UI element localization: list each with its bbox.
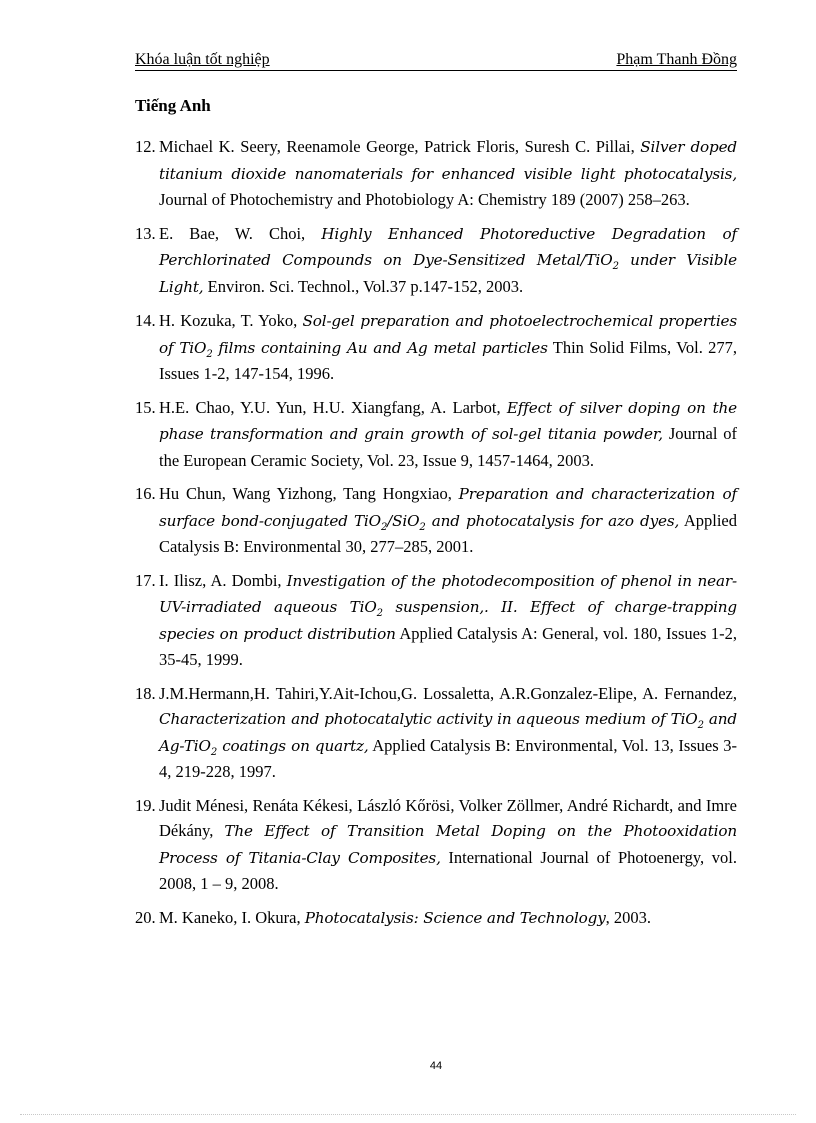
subscript: 2	[697, 720, 704, 732]
subscript: 2	[419, 521, 426, 533]
reference-item-20	[135, 905, 737, 932]
reference-authors: H.E. Chao, Y.U. Yun, H.U. Xiangfang, A. Larbot,	[159, 397, 501, 417]
reference-authors: Judit Ménesi, Renáta Kékesi, László Kőrösi, Volker Zöllmer, André Richardt, and Imre Dékány,	[159, 795, 737, 840]
reference-list	[135, 134, 737, 939]
title-part: Highly Enhanced Photoreductive Degradation of Perchlorinated Compounds on Dye-Sensitized Metal/TiO	[159, 224, 737, 269]
reference-body	[159, 568, 737, 673]
reference-body	[159, 681, 737, 785]
reference-body	[159, 905, 737, 932]
reference-body	[159, 395, 737, 474]
reference-authors: M. Kaneko, I. Okura,	[159, 907, 301, 927]
reference-body	[159, 134, 737, 213]
reference-item-12	[135, 134, 737, 213]
reference-source: Environ. Sci. Technol., Vol.37 p.147-152, 2003.	[207, 276, 524, 296]
title-part: and Ag-TiO	[159, 710, 737, 755]
reference-item-14	[135, 308, 737, 387]
page-header	[135, 50, 737, 71]
reference-number: 18.	[135, 683, 156, 703]
reference-source: Thin Solid Films, Vol. 277, Issues 1-2, 147-154, 1996.	[159, 337, 737, 383]
subscript: 2	[612, 261, 619, 273]
reference-item-19	[135, 793, 737, 897]
page-bottom-divider	[20, 1114, 796, 1115]
section-title: Tiếng Anh	[135, 96, 211, 115]
reference-title: Effect of silver doping on the phase transformation and grain growth of sol-gel titania powder,	[159, 398, 737, 443]
reference-authors: E. Bae, W. Choi,	[159, 223, 306, 243]
reference-authors: Michael K. Seery, Reenamole George, Patrick Floris, Suresh C. Pillai,	[159, 137, 635, 156]
header-left-title: Khóa luận tốt nghiệp	[135, 51, 270, 68]
title-part: films containing Au and Ag metal particles	[212, 338, 548, 357]
reference-authors: Hu Chun, Wang Yizhong, Tang Hongxiao,	[159, 484, 452, 503]
title-part: coatings on quartz,	[217, 736, 369, 755]
subscript: 2	[380, 521, 388, 533]
title-part: Preparation and characterization of surface bond-conjugated TiO	[159, 485, 737, 530]
reference-item-13	[135, 221, 737, 301]
reference-source: International Journal of Photoenergy, vol. 2008, 1 – 9, 2008.	[159, 847, 738, 893]
reference-number: 13.	[135, 223, 156, 243]
reference-title: Photocatalysis: Science and Technology	[304, 908, 606, 927]
reference-body	[159, 481, 737, 560]
title-part: /SiO	[387, 511, 420, 530]
reference-number: 15.	[135, 397, 156, 417]
subscript: 2	[376, 608, 383, 620]
reference-source: Applied Catalysis B: Environmental, Vol. 13, Issues 3-4, 219-228, 1997.	[159, 735, 737, 781]
reference-source: Journal of the European Ceramic Society, Vol. 23, Issue 9, 1457-1464, 2003.	[159, 424, 738, 470]
reference-item-15	[135, 395, 737, 474]
reference-number: 12.	[135, 137, 156, 156]
reference-item-16	[135, 481, 737, 560]
reference-number: 16.	[135, 484, 156, 503]
title-part: Characterization and photocatalytic activity in aqueous medium of TiO	[159, 710, 698, 728]
header-author-name: Phạm Thanh Đồng	[616, 51, 737, 68]
reference-source: Applied Catalysis B: Environmental 30, 277–285, 2001.	[159, 510, 737, 556]
title-part: suspension,. II. Effect of charge-trapping species on product distribution	[159, 598, 737, 643]
reference-title: Silver doped titanium dioxide nanomaterials for enhanced visible light photocatalysis,	[159, 138, 737, 183]
reference-number: 17.	[135, 570, 156, 590]
title-part: Sol-gel preparation and photoelectrochemical properties of TiO	[159, 312, 738, 357]
reference-source: Journal of Photochemistry and Photobiology A: Chemistry 189 (2007) 258–263.	[159, 190, 690, 209]
reference-authors: I. Ilisz, A. Dombi,	[159, 570, 282, 590]
reference-item-18	[135, 681, 737, 785]
reference-source: , 2003.	[605, 907, 652, 927]
title-part: and photocatalysis for azo dyes,	[425, 511, 680, 530]
reference-title: The Effect of Transition Metal Doping on the Photooxidation Process of Titania-Clay Composites,	[159, 822, 738, 867]
title-part: Investigation of the photodecomposition of phenol in near-UV-irradiated aqueous TiO	[159, 571, 737, 616]
subscript: 2	[210, 746, 218, 758]
reference-source: Applied Catalysis A: General, vol. 180, Issues 1-2, 35-45, 1999.	[159, 623, 737, 669]
reference-body	[159, 221, 737, 301]
reference-item-17	[135, 568, 737, 673]
title-part: under Visible Light,	[159, 251, 737, 296]
reference-number: 19.	[135, 795, 156, 815]
reference-body	[159, 793, 737, 897]
reference-number: 14.	[135, 311, 156, 330]
reference-body	[159, 308, 737, 387]
reference-authors: J.M.Hermann,H. Tahiri,Y.Ait-Ichou,G. Lossaletta, A.R.Gonzalez-Elipe, A. Fernandez,	[159, 683, 737, 703]
subscript: 2	[206, 348, 213, 360]
reference-number: 20.	[135, 907, 156, 927]
reference-authors: H. Kozuka, T. Yoko,	[159, 311, 298, 330]
page-number: 44	[429, 1060, 443, 1072]
